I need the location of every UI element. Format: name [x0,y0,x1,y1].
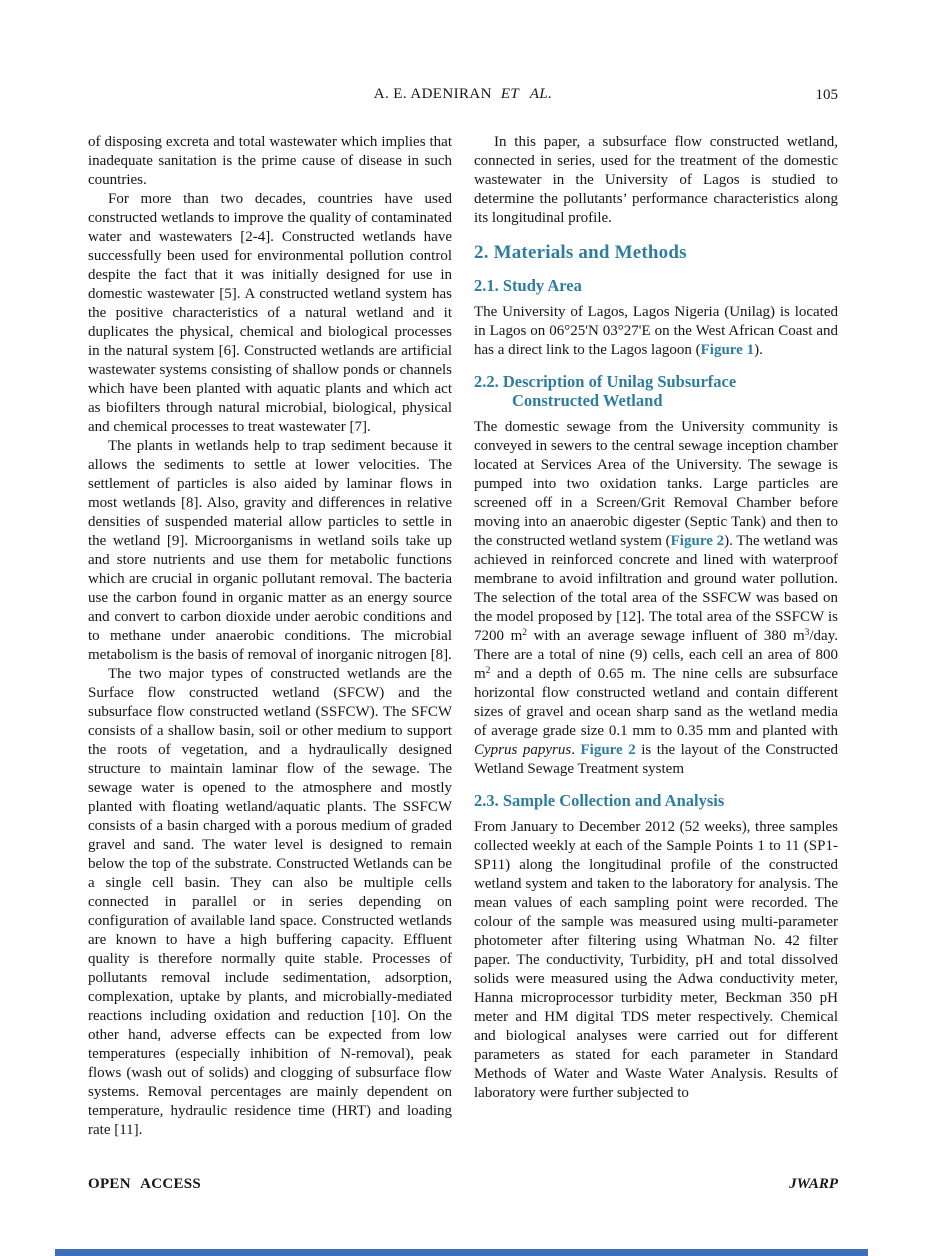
text-segment: Cyprus papyrus [474,742,572,758]
subsection-heading-description [474,372,838,410]
right-column [474,133,838,1103]
text-segment: 2 [522,628,528,638]
text-segment: is the layout of the Constructed Wetland Sewage Treatment system [474,742,839,777]
bottom-accent-bar [55,1249,868,1256]
paragraph-sample-collection: From January to December 2012 (52 weeks), three samples collected weekly at each of the Sample Points 1 to 11 (SP1-SP11) along the longitudinal profile of the constructed wetland system and taken to the laboratory for analysis. The mean values of each sampling point were recorded. The colour of the sample was measured using multi-parameter photometer after filtering using Whatman No. 42 filter paper. The conductivity, Turbidity, pH and total dissolved solids were measured using the Adwa conductivity meter, Hanna microprocessor turbidity meter, Beckman 350 pH meter and HM digital TDS meter respectively. Chemical and biological analyses were carried out for different parameters as stated for each parameter in Standard Methods of Water and Waste Water Analysis. Results of laboratory were further subjected to [474,819,838,1101]
section-heading-materials-methods: 2. Materials and Methods [474,242,687,263]
page-header [88,86,838,103]
paragraph-constructed-wetlands: For more than two decades, countries have used constructed wetlands to improve the quality of contaminated water and wastewaters [2-4]. Constructed wetlands have successfully been used for environmental pollution control despite the fact that it was initially designed for use in domestic wastewater [5]. A constructed wetland system has the positive characteristics of a natural wetland and it duplicates the physical, chemical and biological processes in the natural system [6]. Constructed wetlands are artificial wastewater systems consisting of shallow ponds or channels which have been planted with aquatic plants and which act as biofilters through natural microbial, biological, physical and chemical processes to treat wastewater [7]. [88,191,452,435]
text-segment: 3 [804,628,810,638]
figure-link[interactable]: Figure 2 [670,533,725,549]
paragraph-intro: In this paper, a subsurface flow constructed wetland, connected in series, used for the treatment of the domestic wastewater in the University of Lagos is studied to determine the pollutants’ performance characteristics along its longitudinal profile. [474,134,838,226]
text-segment: The University of Lagos, Lagos Nigeria (Unilag) is located in Lagos on 06°25'N 03°27'E on the West African Coast and has a direct link to the Lagos lagoon ( [474,304,838,358]
left-column [88,133,452,1140]
paragraph-study-area [474,303,838,360]
text-segment: . [571,742,581,758]
running-title: A. E. ADENIRAN [373,86,492,102]
open-access-label: OPEN ACCESS [88,1176,202,1192]
subsection-heading-sample-collection: 2.3. Sample Collection and Analysis [474,791,725,810]
text-segment: The domestic sewage from the University community is conveyed in sewers to the central sewage inception chamber located at Services Area of the University. The sewage is pumped into two oxidation tanks. Large particles are screened off in a Screen/Grit Removal Chamber before moving into an anaerobic digester (Septic Tank) and then to the constructed wetland system ( [474,419,838,549]
subsection-heading-line1: 2.2. Description of Unilag Subsurface [474,372,737,391]
paragraph-continuation: of disposing excreta and total wastewater which implies that inadequate sanitation is the prime cause of disease in such countries. [88,134,452,188]
figure-link[interactable]: Figure 2 [580,742,636,758]
figure-link[interactable]: Figure 1 [700,342,755,358]
text-segment: with an average sewage influent of 380 m [527,628,805,644]
paragraph-plants-sediment: The plants in wetlands help to trap sediment because it allows the sediments to settle at lower velocities. The settlement of particles is also aided by laminar flows in most wetlands [8]. Also, gravity and differences in relative densities of suspended material allow particles to settle in the wetland [9]. Microorganisms in wetland soils take up and store nutrients and use them for metabolic functions which are crucial in organic pollutant removal. The bacteria use the carbon found in organic matter as an energy source and convert to carbon dioxide under aerobic conditions and to methane under anaerobic conditions. The microbial metabolism is the basis of removal of inorganic nitrogen [8]. [88,438,452,663]
subsection-heading-study-area: 2.1. Study Area [474,276,582,295]
paragraph-wetland-description [474,418,838,779]
text-segment: ). The wetland was achieved in reinforced concrete and lined with waterproof membrane to avoid infiltration and ground water pollution. The selection of the total area of the SSFCW was based on the model proposed by [12]. The total area of the SSFCW is 7200 m [474,533,838,644]
text-segment: /day. There are a total of nine (9) cells, each cell an area of 800 m [474,628,838,682]
page-footer [88,1176,838,1193]
text-segment: 2 [485,666,491,676]
article-body [88,133,838,1140]
paragraph-wetland-types: The two major types of constructed wetlands are the Surface flow constructed wetland (SFCW) and the subsurface flow constructed wetland (SSFCW). The SFCW consists of a shallow basin, soil or other medium to support the roots of vegetation, and a hydraulically designed structure to maintain laminar flow of the sewage. The sewage water is opened to the atmosphere and mostly planted with floating wetland/aquatic plants. The SSFCW consists of a basin charged with a porous medium of graded gravel and sand. The water level is designed to remain below the top of the substrate. Constructed Wetlands can be a single cell basin. They can also be multiple cells connected in parallel or in series depending on configuration of available land space. Constructed wetlands are known to have a high buffering capacity. Effluent quality is therefore normally quite stable. Processes of pollutants removal include sedimentation, adsorption, complexation, uptake by plants, and microbially-mediated reactions including oxidation and reduction [10]. On the other hand, adverse effects can be expected from low temperatures (especially inhibition of N-removal), peak flows (wash out of solids) and clogging of subsurface flow systems. Removal percentages are mainly dependent on temperature, hydraulic residence time (HRT) and loading rate [11]. [88,666,452,1138]
running-title-etal: ET AL. [500,86,553,102]
journal-abbreviation: JWARP [789,1176,838,1192]
subsection-heading-line2: Constructed Wetland [512,391,663,410]
page-number: 105 [815,87,838,103]
text-segment: and a depth of 0.65 m. The nine cells are subsurface horizontal flow constructed wetland and contain different sizes of gravel and ocean sharp sand as the wetland media of average grade size 0.1 mm to 0.35 mm and planted with [474,666,838,739]
text-segment: ). [754,342,763,358]
